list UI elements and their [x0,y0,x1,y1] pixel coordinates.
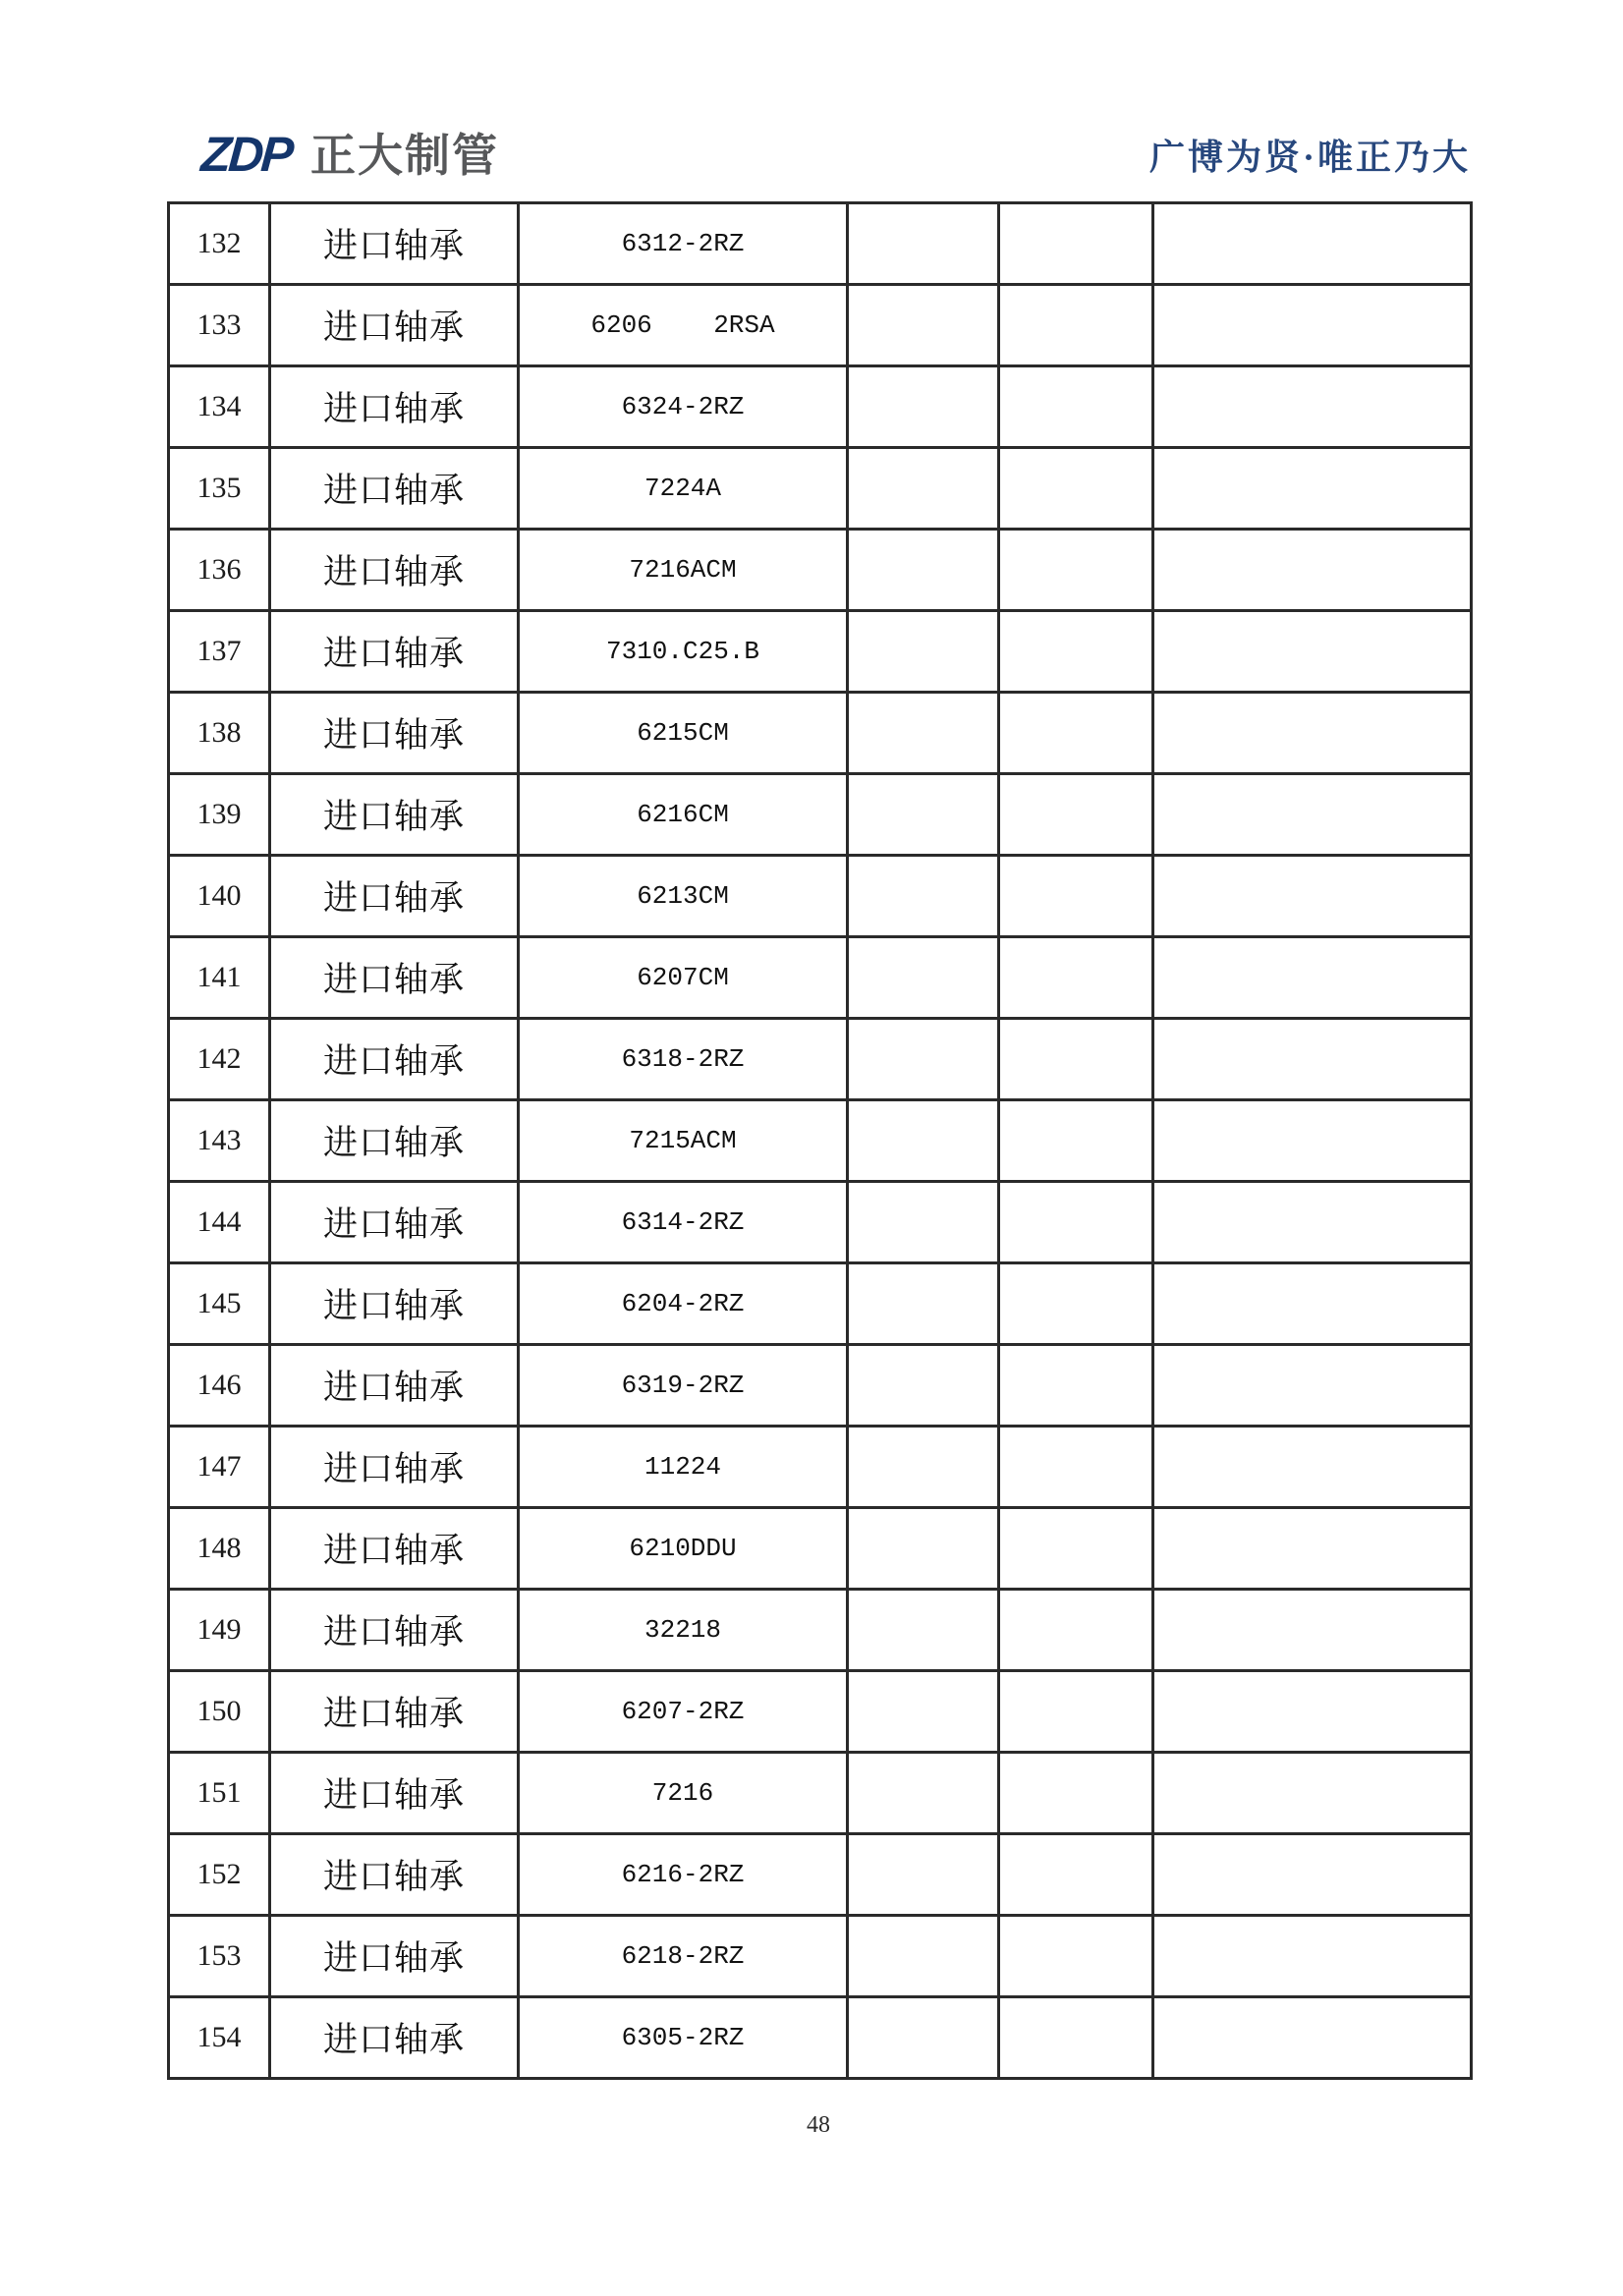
model-cell: 6312-2RZ [519,203,848,285]
model-cell: 6210DDU [519,1508,848,1590]
row-number-cell: 153 [169,1916,270,1997]
empty-cell [1153,1427,1472,1508]
model-cell: 6324-2RZ [519,366,848,448]
empty-cell [848,285,999,366]
category-cell: 进口轴承 [270,693,519,774]
model-cell: 11224 [519,1427,848,1508]
category-cell: 进口轴承 [270,1834,519,1916]
company-name: 正大制管 [310,130,499,181]
category-cell: 进口轴承 [270,774,519,856]
table-row [169,366,1472,448]
empty-cell [848,1427,999,1508]
table-row [169,1671,1472,1753]
model-cell: 6213CM [519,856,848,937]
model-cell: 6207CM [519,937,848,1019]
empty-cell [999,1263,1153,1345]
empty-cell [1153,1100,1472,1182]
empty-cell [848,1834,999,1916]
table-row [169,1834,1472,1916]
empty-cell [999,1427,1153,1508]
empty-cell [848,856,999,937]
model-cell: 6204-2RZ [519,1263,848,1345]
empty-cell [848,1508,999,1590]
empty-cell [999,1100,1153,1182]
table-row [169,530,1472,611]
table-row [169,774,1472,856]
empty-cell [1153,1345,1472,1427]
table-row [169,693,1472,774]
empty-cell [848,774,999,856]
table-row [169,1263,1472,1345]
category-cell: 进口轴承 [270,1345,519,1427]
category-cell: 进口轴承 [270,1997,519,2079]
empty-cell [848,366,999,448]
empty-cell [1153,1019,1472,1100]
model-cell: 6216CM [519,774,848,856]
category-cell: 进口轴承 [270,1019,519,1100]
zdp-logo-text: ZDP [199,127,293,182]
category-cell: 进口轴承 [270,1590,519,1671]
empty-cell [999,1671,1153,1753]
row-number-cell: 151 [169,1753,270,1834]
empty-cell [848,530,999,611]
empty-cell [999,1997,1153,2079]
model-cell: 7310.C25.B [519,611,848,693]
empty-cell [1153,774,1472,856]
row-number-cell: 133 [169,285,270,366]
category-cell: 进口轴承 [270,937,519,1019]
row-number-cell: 142 [169,1019,270,1100]
empty-cell [848,611,999,693]
model-cell: 7224A [519,448,848,530]
empty-cell [999,1019,1153,1100]
empty-cell [848,1182,999,1263]
empty-cell [848,1916,999,1997]
row-number-cell: 147 [169,1427,270,1508]
model-cell: 6218-2RZ [519,1916,848,1997]
parts-table-body [169,203,1472,2079]
model-cell: 6215CM [519,693,848,774]
company-slogan: 广博为贤·唯正乃大 [1148,138,1471,177]
table-row [169,448,1472,530]
category-cell: 进口轴承 [270,1916,519,1997]
empty-cell [999,285,1153,366]
row-number-cell: 137 [169,611,270,693]
category-cell: 进口轴承 [270,1263,519,1345]
category-cell: 进口轴承 [270,611,519,693]
empty-cell [1153,1671,1472,1753]
empty-cell [999,1834,1153,1916]
empty-cell [999,448,1153,530]
empty-cell [848,1997,999,2079]
row-number-cell: 143 [169,1100,270,1182]
empty-cell [1153,1997,1472,2079]
empty-cell [1153,1263,1472,1345]
row-number-cell: 148 [169,1508,270,1590]
empty-cell [848,448,999,530]
row-number-cell: 154 [169,1997,270,2079]
model-cell: 32218 [519,1590,848,1671]
empty-cell [848,1590,999,1671]
row-number-cell: 150 [169,1671,270,1753]
model-cell: 7215ACM [519,1100,848,1182]
category-cell: 进口轴承 [270,530,519,611]
model-cell: 6305-2RZ [519,1997,848,2079]
empty-cell [999,774,1153,856]
empty-cell [1153,448,1472,530]
empty-cell [1153,1590,1472,1671]
category-cell: 进口轴承 [270,1100,519,1182]
empty-cell [848,203,999,285]
category-cell: 进口轴承 [270,285,519,366]
category-cell: 进口轴承 [270,203,519,285]
empty-cell [1153,1508,1472,1590]
table-row [169,285,1472,366]
empty-cell [848,693,999,774]
empty-cell [1153,366,1472,448]
table-row [169,1997,1472,2079]
empty-cell [999,203,1153,285]
table-row [169,937,1472,1019]
table-row [169,1019,1472,1100]
row-number-cell: 132 [169,203,270,285]
model-cell: 6314-2RZ [519,1182,848,1263]
empty-cell [999,611,1153,693]
empty-cell [999,366,1153,448]
empty-cell [1153,937,1472,1019]
table-row [169,1590,1472,1671]
empty-cell [1153,1834,1472,1916]
empty-cell [999,937,1153,1019]
row-number-cell: 149 [169,1590,270,1671]
empty-cell [848,1671,999,1753]
empty-cell [1153,530,1472,611]
table-row [169,1508,1472,1590]
row-number-cell: 135 [169,448,270,530]
empty-cell [999,1345,1153,1427]
table-row [169,1753,1472,1834]
empty-cell [848,1019,999,1100]
row-number-cell: 144 [169,1182,270,1263]
category-cell: 进口轴承 [270,1508,519,1590]
row-number-cell: 134 [169,366,270,448]
model-cell: 6207-2RZ [519,1671,848,1753]
category-cell: 进口轴承 [270,1671,519,1753]
model-cell: 6318-2RZ [519,1019,848,1100]
row-number-cell: 140 [169,856,270,937]
table-row [169,856,1472,937]
empty-cell [1153,1753,1472,1834]
row-number-cell: 139 [169,774,270,856]
model-cell: 6206 2RSA [519,285,848,366]
empty-cell [999,1916,1153,1997]
row-number-cell: 136 [169,530,270,611]
table-row [169,611,1472,693]
category-cell: 进口轴承 [270,366,519,448]
empty-cell [999,1753,1153,1834]
empty-cell [848,1345,999,1427]
empty-cell [999,693,1153,774]
empty-cell [848,1263,999,1345]
row-number-cell: 141 [169,937,270,1019]
empty-cell [1153,856,1472,937]
empty-cell [1153,611,1472,693]
empty-cell [1153,1182,1472,1263]
table-row [169,1100,1472,1182]
category-cell: 进口轴承 [270,1182,519,1263]
model-cell: 6319-2RZ [519,1345,848,1427]
empty-cell [848,1100,999,1182]
table-row [169,203,1472,285]
empty-cell [999,1182,1153,1263]
empty-cell [848,1753,999,1834]
empty-cell [1153,285,1472,366]
page-number: 48 [807,2112,830,2138]
model-cell: 7216ACM [519,530,848,611]
empty-cell [999,530,1153,611]
empty-cell [999,856,1153,937]
empty-cell [1153,693,1472,774]
empty-cell [1153,1916,1472,1997]
empty-cell [999,1590,1153,1671]
empty-cell [999,1508,1153,1590]
model-cell: 6216-2RZ [519,1834,848,1916]
row-number-cell: 146 [169,1345,270,1427]
empty-cell [1153,203,1472,285]
empty-cell [848,937,999,1019]
table-row [169,1427,1472,1508]
table-row [169,1182,1472,1263]
row-number-cell: 145 [169,1263,270,1345]
table-row [169,1345,1472,1427]
category-cell: 进口轴承 [270,856,519,937]
category-cell: 进口轴承 [270,448,519,530]
model-cell: 7216 [519,1753,848,1834]
category-cell: 进口轴承 [270,1427,519,1508]
category-cell: 进口轴承 [270,1753,519,1834]
company-logo [199,127,499,182]
parts-table [167,201,1473,2080]
row-number-cell: 138 [169,693,270,774]
table-row [169,1916,1472,1997]
row-number-cell: 152 [169,1834,270,1916]
